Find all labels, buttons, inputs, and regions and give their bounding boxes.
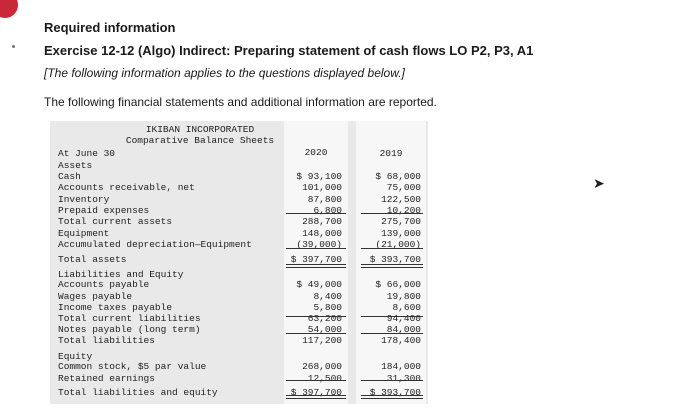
- rule-2020-notes: [286, 333, 346, 334]
- value-2019: 31,300: [386, 373, 421, 384]
- rule-2020-accum-dep: [286, 248, 346, 249]
- double-rule-2019-total-assets: [361, 264, 423, 268]
- row-label: Prepaid expenses: [58, 205, 150, 216]
- value-2019: 8,600: [392, 302, 421, 313]
- value-2019: 84,000: [386, 324, 421, 335]
- exercise-title: Exercise 12-12 (Algo) Indirect: Preparing statement of cash flows LO P2, P3, A1: [44, 43, 534, 58]
- row-label: Accumulated depreciation—Equipment: [58, 239, 252, 250]
- row-label: Total liabilities: [58, 335, 155, 346]
- value-2019: 10,200: [386, 205, 421, 216]
- gutter-dot: [12, 45, 15, 48]
- required-heading: Required information: [44, 20, 176, 35]
- row-label: Retained earnings: [58, 373, 155, 384]
- value-2020: $ 397,700: [290, 254, 342, 265]
- double-rule-2019-total-le: [361, 395, 423, 399]
- value-2020: $ 93,100: [296, 171, 342, 182]
- value-2020: 288,700: [302, 216, 342, 227]
- value-2019: 184,000: [381, 361, 421, 372]
- alert-badge-icon: [0, 0, 18, 18]
- company-name: IKIBAN INCORPORATED: [145, 124, 255, 135]
- value-2020: 268,000: [302, 361, 342, 372]
- double-rule-2020-total-le: [286, 395, 346, 399]
- value-2020: 12,500: [307, 373, 342, 384]
- value-2020: 5,800: [313, 302, 342, 313]
- info-note: [The following information applies to the questions displayed below.]: [44, 66, 405, 80]
- row-label: Cash: [58, 171, 81, 182]
- statement-subtitle: Comparative Balance Sheets: [125, 135, 275, 146]
- value-2020: $ 397,700: [290, 387, 342, 398]
- value-2019: 75,000: [386, 182, 421, 193]
- rule-2019-notes: [361, 333, 423, 334]
- double-rule-2020-total-assets: [286, 264, 346, 268]
- row-label: Accounts payable: [58, 279, 150, 290]
- value-2019: $ 393,700: [369, 254, 421, 265]
- intro-text: The following financial statements and additional information are reported.: [44, 95, 437, 109]
- value-2019: 122,500: [381, 194, 421, 205]
- value-2020: 6,800: [313, 205, 342, 216]
- value-2019: 19,800: [386, 291, 421, 302]
- rule-2019-current-assets: [361, 213, 423, 214]
- value-2020: 101,000: [302, 182, 342, 193]
- row-label: Liabilities and Equity: [58, 269, 184, 280]
- value-2020: 63,200: [307, 313, 342, 324]
- date-label: At June 30: [58, 148, 116, 159]
- value-2019: $ 66,000: [375, 279, 421, 290]
- rule-2019-accum-dep: [361, 248, 423, 249]
- rule-2020-current-liabilities: [286, 316, 346, 317]
- row-label: Assets: [58, 160, 93, 171]
- value-2019: (21,000): [375, 239, 421, 250]
- value-2020: 54,000: [307, 324, 342, 335]
- value-2020: (39,000): [296, 239, 342, 250]
- row-label: Total current liabilities: [58, 313, 201, 324]
- value-2019: 139,000: [381, 228, 421, 239]
- value-2019: 94,400: [386, 313, 421, 324]
- value-2020: $ 49,000: [296, 279, 342, 290]
- row-label: Notes payable (long term): [58, 324, 201, 335]
- row-label: Total current assets: [58, 216, 173, 227]
- row-label: Inventory: [58, 194, 110, 205]
- row-label: Accounts receivable, net: [58, 182, 195, 193]
- row-label: Equity: [58, 351, 93, 362]
- value-2020: 87,800: [307, 194, 342, 205]
- value-2019: $ 68,000: [375, 171, 421, 182]
- row-label: Wages payable: [58, 291, 133, 302]
- row-label: Total liabilities and equity: [58, 387, 218, 398]
- balance-sheet: [50, 121, 428, 404]
- year-2019: 2019: [379, 148, 403, 159]
- rule-2020-retained: [286, 380, 346, 381]
- value-2019: 275,700: [381, 216, 421, 227]
- mouse-cursor-icon: ➤: [593, 176, 605, 192]
- row-label: Total assets: [58, 254, 127, 265]
- row-label: Income taxes payable: [58, 302, 173, 313]
- value-2020: 117,200: [302, 335, 342, 346]
- rule-2020-current-assets: [286, 213, 346, 214]
- value-2019: $ 393,700: [369, 387, 421, 398]
- rule-2019-current-liabilities: [361, 316, 423, 317]
- value-2019: 178,400: [381, 335, 421, 346]
- rule-2019-retained: [361, 380, 423, 381]
- value-2020: 148,000: [302, 228, 342, 239]
- row-label: Equipment: [58, 228, 110, 239]
- year-2020: 2020: [304, 147, 328, 158]
- value-2020: 8,400: [313, 291, 342, 302]
- row-label: Common stock, $5 par value: [58, 361, 207, 372]
